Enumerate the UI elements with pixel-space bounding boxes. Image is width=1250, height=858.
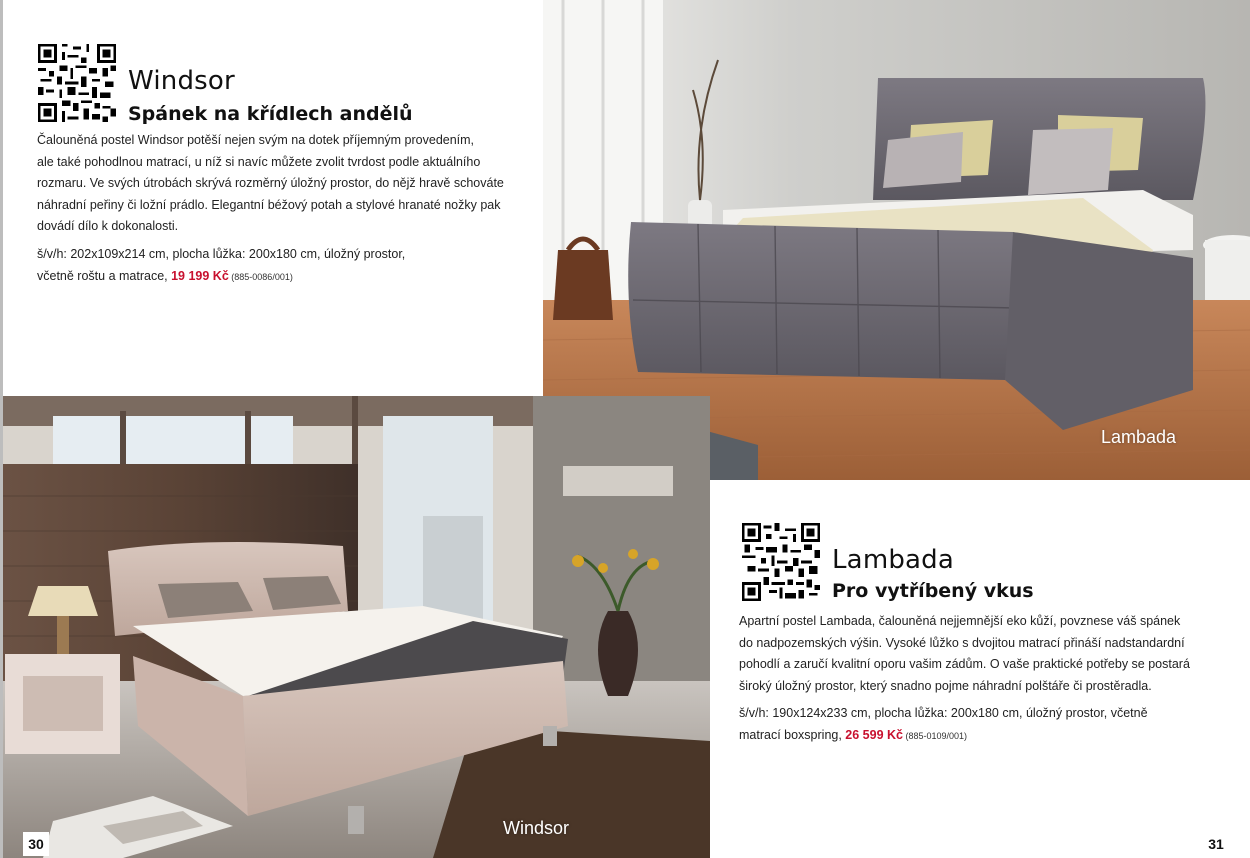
lambada-specs-line: š/v/h: 190x124x233 cm, plocha lůžka: 200x180 cm, úložný prostor, včetně xyxy=(739,706,1148,720)
lambada-specs-text: matrací boxspring, xyxy=(739,727,846,742)
lambada-qr-code[interactable] xyxy=(742,523,820,601)
lambada-price: 26 599 Kč xyxy=(845,727,903,742)
page-number-right: 31 xyxy=(1208,836,1224,852)
lambada-description-line: pohodlí a zaručí kvalitní oporu vašim zádům. O vaše praktické potřeby se postará xyxy=(739,657,1190,672)
lambada-subtitle: Pro vytříbený vkus xyxy=(832,580,1034,602)
windsor-title: Windsor xyxy=(128,66,235,96)
page-number-left: 30 xyxy=(23,832,49,856)
windsor-product-code: (885-0086/001) xyxy=(228,271,293,282)
lambada-title: Lambada xyxy=(832,545,955,575)
windsor-description-line: ale také pohodlnou matrací, u níž si navíc můžete zvolit tvrdost podle aktuálního xyxy=(37,154,481,169)
lambada-product-code: (885-0109/001) xyxy=(902,730,968,741)
windsor-specs-text: včetně roštu a matrace, xyxy=(37,268,172,283)
lambada-description xyxy=(739,611,1219,697)
windsor-specs-line-2 xyxy=(37,266,537,289)
lambada-photo-caption: Lambada xyxy=(1101,427,1177,447)
windsor-price: 19 199 Kč xyxy=(171,268,229,283)
lambada-specs xyxy=(739,703,1219,747)
windsor-subtitle: Spánek na křídlech andělů xyxy=(128,103,413,125)
windsor-specs xyxy=(37,244,537,288)
windsor-photo-caption: Windsor xyxy=(503,818,570,838)
lambada-description-line: do nadpozemských výšin. Vysoké lůžko s dvojitou matrací přináší nadstandardní xyxy=(739,635,1185,650)
lambada-description-line: široký úložný prostor, který snadno pojme náhradní polštáře či prostěradla. xyxy=(739,678,1152,693)
windsor-description-line: dovádí dílo k dokonalosti. xyxy=(37,219,179,234)
lambada-description-line: Apartní postel Lambada, čalouněná nejjemnější eko kůží, povznese váš spánek xyxy=(739,614,1181,628)
windsor-photo xyxy=(3,396,710,858)
windsor-description-line: rozmaru. Ve svých útrobách skrývá rozměrný úložný prostor, do nějž hravě schováte xyxy=(37,176,504,191)
windsor-qr-code[interactable] xyxy=(38,44,116,122)
windsor-specs-line: š/v/h: 202x109x214 cm, plocha lůžka: 200x180 cm, úložný prostor, xyxy=(37,247,406,261)
windsor-description-line: Čalouněná postel Windsor potěší nejen svým na dotek příjemným provedením, xyxy=(37,133,475,147)
windsor-description xyxy=(37,130,537,238)
lambada-specs-line-2 xyxy=(739,725,1219,748)
windsor-description-line: náhradní peřiny či ložní prádlo. Elegantní béžový potah a stylové hranaté nožky pak xyxy=(37,197,501,212)
